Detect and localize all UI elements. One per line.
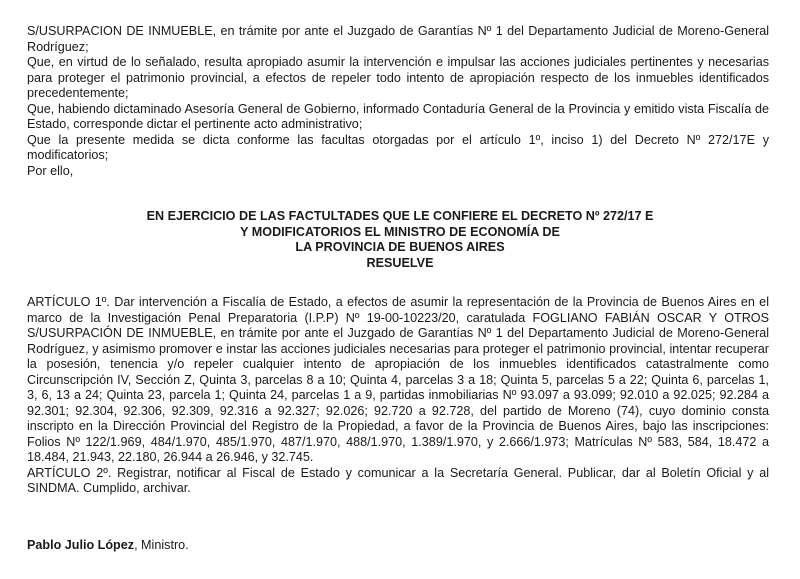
preamble-paragraph-5: Por ello, bbox=[27, 163, 74, 178]
signature-line bbox=[27, 538, 769, 554]
article-1: ARTÍCULO 1º. Dar intervención a Fiscalía de Estado, a efectos de asumir la representación de la Provincia de Buenos Aires en el marco de la Investigación Penal Preparatoria (I.P.P) Nº 19-00-10223/20, caratulada FOGLIANO FABIÁN OSCAR Y OTROS S/USURPACIÓN DE INMUEBLE, en trámite por ante el Juzgado de Garantías Nº 1 del Departamento Judicial de Moreno-General Rodríguez, y asimismo promover e instar las acciones judiciales necesarias para proteger el patrimonio provincial, intentar recuperar la posesión, tenencia y/o repeler cualquier intento de apropiación de los inmuebles identificados catastralmente como Circunscripción IV, Sección Z, Quinta 3, parcelas 8 a 10; Quinta 4, parcelas 3 a 18; Quinta 5, parcelas 5 a 22; Quinta 6, parcelas 1, 3, 6, 13 a 24; Quinta 23, parcela 1; Quinta 24, parcelas 1 a 9, partidas inmobiliarias Nº 93.097 a 93.099; 92.010 a 92.025; 92.284 a 92.301; 92.304, 92.306, 92.309, 92.316 a 92.327; 92.026; 92.720 a 92.728, del partido de Moreno (74), cuyo dominio consta inscripto en la Dirección Provincial del Registro de la Propiedad, a favor de la Provincia de Buenos Aires, bajo las inscripciones: Folios Nº 122/1.969, 484/1.970, 485/1.970, 487/1.970, 488/1.970, 1.389/1.970, y 2.666/1.973; Matrículas Nº 583, 584, 18.472 a 18.484, 21.943, 22.180, 26.944 a 26.946, y 32.745. bbox=[27, 295, 769, 464]
article-2: ARTÍCULO 2º. Registrar, notificar al Fiscal de Estado y comunicar a la Secretaría General. Publicar, dar al Boletín Oficial y al SINDMA. Cumplido, archivar. bbox=[27, 465, 769, 495]
preamble-paragraph-4: Que la presente medida se dicta conforme las facultas otorgadas por el artículo 1º, inciso 1) del Decreto Nº 272/17E y modificatorios; bbox=[27, 132, 769, 162]
preamble bbox=[27, 24, 769, 179]
signature-role: , Ministro. bbox=[134, 538, 189, 552]
articles bbox=[27, 295, 769, 497]
preamble-paragraph-3: Que, habiendo dictaminado Asesoría General de Gobierno, informado Contaduría General de la Provincia y emitido vista Fiscalía de Estado, corresponde dictar el pertinente acto administrativo; bbox=[27, 101, 769, 131]
heading-line-2: Y MODIFICATORIOS EL MINISTRO DE ECONOMÍA DE bbox=[240, 224, 560, 239]
signature-name: Pablo Julio López bbox=[27, 538, 135, 552]
signature bbox=[27, 538, 769, 554]
resolution-heading bbox=[0, 209, 800, 271]
heading-line-4: RESUELVE bbox=[366, 255, 434, 270]
preamble-paragraph-2: Que, en virtud de lo señalado, resulta apropiado asumir la intervención e impulsar las acciones judiciales pertinentes y necesarias para proteger el patrimonio provincial, a efectos de repeler todo intento de apropiación respecto de los inmuebles identificados precedentemente; bbox=[27, 55, 769, 100]
preamble-paragraph-1: S/USURPACION DE INMUEBLE, en trámite por ante el Juzgado de Garantías Nº 1 del Departamento Judicial de Moreno-General Rodríguez; bbox=[27, 24, 769, 54]
heading-line-3: LA PROVINCIA DE BUENOS AIRES bbox=[295, 240, 505, 254]
heading-line-1: EN EJERCICIO DE LAS FACTULTADES QUE LE CONFIERE EL DECRETO Nº 272/17 E bbox=[146, 209, 654, 223]
